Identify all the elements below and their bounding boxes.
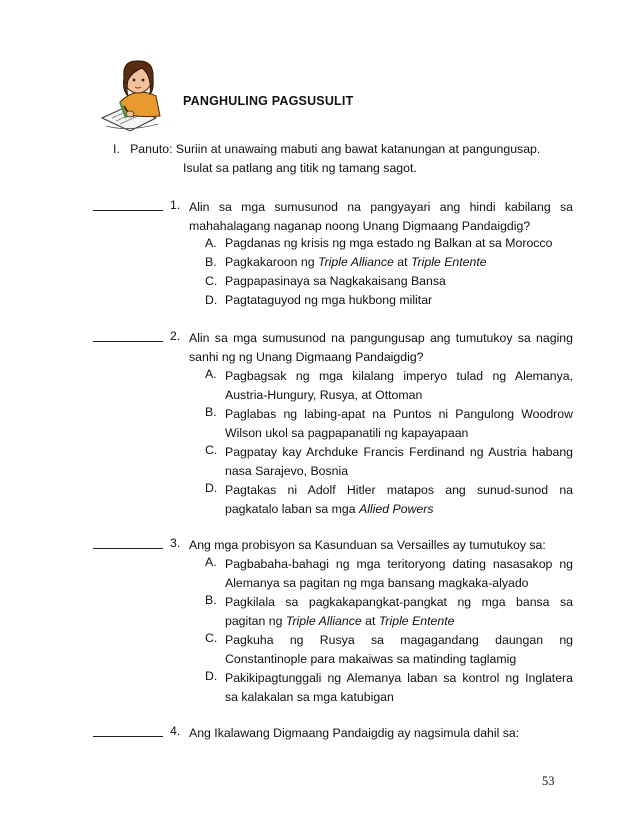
option-letter: B. [205, 593, 217, 607]
option-item [205, 293, 432, 307]
option-text: Pagpatay kay Archduke Francis Ferdinand ng Austria habang [225, 445, 573, 459]
option-text: Alemanya sa pagitan ng mga bansang magkaka-alyado [225, 576, 529, 590]
option-text-italic: Triple Entente [378, 614, 455, 628]
option-text: pagkatalo laban sa mga [225, 502, 359, 516]
option-text: Constantinople para makaiwas sa matinding taglamig [225, 652, 517, 666]
instructions-text: Panuto: Suriin at unawaing mabuti ang bawat katanungan at pangungusap. [130, 142, 541, 156]
option-letter: C. [205, 443, 218, 457]
option-letter: A. [205, 367, 217, 381]
option-item [205, 274, 446, 288]
answer-blank-3[interactable] [93, 536, 163, 549]
option-text: sa kalakalan sa mga katubigan [225, 690, 394, 704]
student-writing-icon [98, 56, 176, 132]
option-text: Pagtakas ni Adolf Hitler matapos ang sunud-sunod na [225, 483, 573, 497]
option-text: at [361, 614, 379, 628]
option-text-italic: Allied Powers [359, 502, 434, 516]
option-text-italic: Triple Alliance [317, 255, 394, 269]
option-letter: C. [205, 631, 218, 645]
option-item [205, 236, 552, 250]
answer-blank-1[interactable] [93, 198, 163, 211]
option-text: Wilson ukol sa pagpapanatili ng kapayapaan [225, 426, 469, 440]
instructions-line-2: Isulat sa patlang ang titik ng tamang sagot. [183, 161, 417, 175]
option-text: Pagkuha ng Rusya sa magagandang daungan ng [225, 633, 573, 647]
option-item [205, 255, 487, 269]
answer-blank-4[interactable] [93, 724, 163, 737]
option-letter: B. [205, 255, 217, 269]
instructions-line-1 [113, 142, 540, 156]
option-text: Pagkakaroon ng [225, 255, 318, 269]
option-letter: D. [205, 293, 218, 307]
option-text-line [225, 500, 573, 519]
option-letter: B. [205, 405, 217, 419]
question-stem-2-line-2: sanhi ng ng Unang Digmaang Pandaigdig? [189, 350, 424, 364]
option-text: Pagpapasinaya sa Nagkakaisang Bansa [225, 274, 446, 288]
question-stem-4: Ang Ikalawang Digmaang Pandaigdig ay nagsimula dahil sa: [189, 726, 520, 740]
option-text: Pagtataguyod ng mga hukbong militar [225, 293, 433, 307]
option-text-italic: Triple Alliance [285, 614, 362, 628]
question-number: 1. [170, 198, 181, 212]
page-title: PANGHULING PAGSUSULIT [183, 94, 354, 108]
option-letter: D. [205, 669, 218, 683]
option-letter: D. [205, 481, 218, 495]
answer-blank-2[interactable] [93, 329, 163, 342]
option-text: pagitan ng [225, 614, 286, 628]
option-letter: A. [205, 236, 217, 250]
question-number: 2. [170, 329, 181, 343]
option-text: Pagkilala sa pagkakapangkat-pangkat ng mga bansa sa [225, 595, 573, 609]
question-number: 4. [170, 724, 181, 738]
option-text: Pakikipagtunggali ng Alemanya laban sa kontrol ng Inglatera [225, 671, 573, 685]
option-text-line [225, 612, 573, 631]
question-stem-2-line-1: Alin sa mga sumusunod na pangungusap ang tumutukoy sa naging [189, 331, 573, 345]
page-number: 53 [542, 774, 555, 788]
option-text-italic: Triple Entente [410, 255, 487, 269]
option-letter: C. [205, 274, 218, 288]
option-text: Austria-Hungury, Rusya, at Ottoman [225, 388, 423, 402]
question-number: 3. [170, 536, 181, 550]
option-text: Pagbagsak ng mga kilalang imperyo tulad ng Alemanya, [225, 369, 573, 383]
option-text: at [393, 255, 411, 269]
instructions-numeral: I. [113, 142, 120, 156]
question-stem-1-line-2: mahahalagang naganap noong Unang Digmaang Pandaigdig? [189, 219, 531, 233]
option-letter: A. [205, 555, 217, 569]
option-text: Pagbabaha-bahagi ng mga teritoryong dating nasasakop ng [225, 557, 573, 571]
option-text: Paglabas ng labing-apat na Puntos ni Pangulong Woodrow [225, 407, 573, 421]
question-stem-1-line-1: Alin sa mga sumusunod na pangyayari ang hindi kabilang sa [189, 200, 573, 214]
question-stem-3: Ang mga probisyon sa Kasunduan sa Versailles ay tumutukoy sa: [189, 538, 546, 552]
option-text: Pagdanas ng krisis ng mga estado ng Balkan at sa Morocco [225, 236, 553, 250]
option-text: nasa Sarajevo, Bosnia [225, 464, 349, 478]
